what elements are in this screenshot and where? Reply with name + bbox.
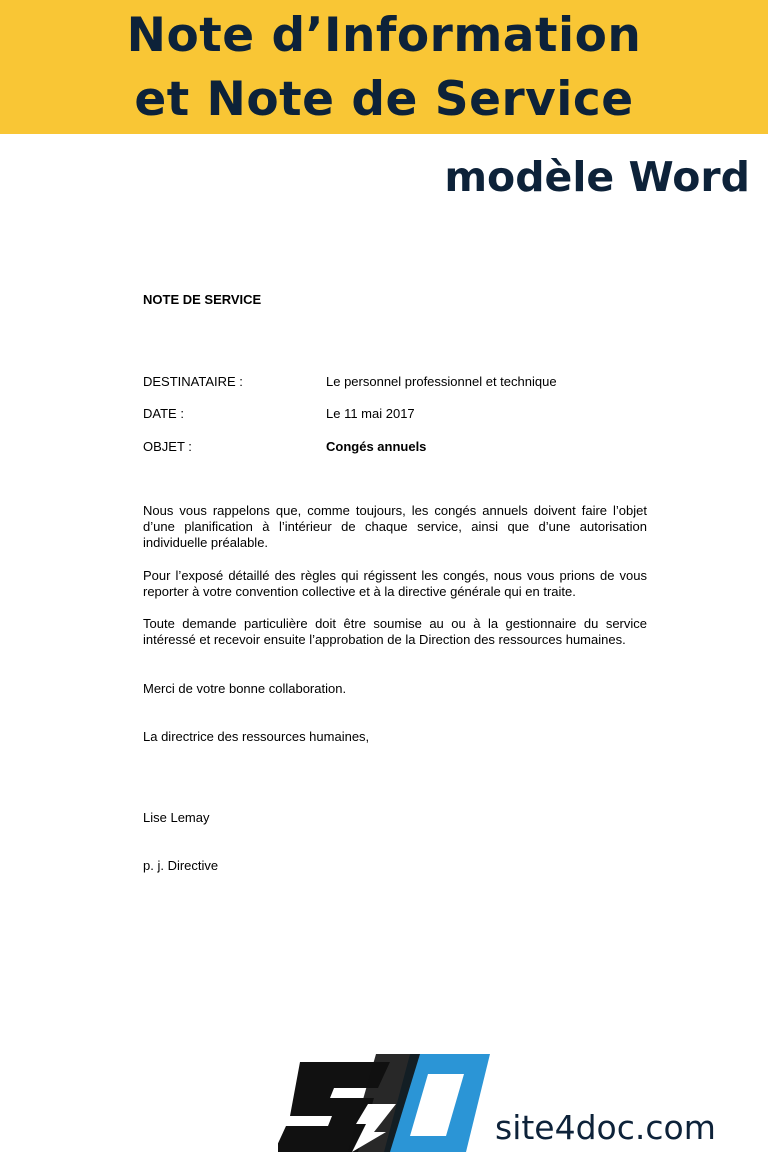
body-paragraph-4: Merci de votre bonne collaboration. bbox=[143, 681, 347, 696]
recipient-value: Le personnel professionnel et technique bbox=[326, 374, 557, 389]
body-paragraph-2: Pour l’exposé détaillé des règles qui régissent les congés, nous vous prions de vous reporter à votre convention collective et à la directive générale qui en traite. bbox=[143, 568, 647, 599]
subject-value: Congés annuels bbox=[326, 439, 427, 454]
s4d-logo bbox=[278, 1052, 498, 1152]
date-value: Le 11 mai 2017 bbox=[326, 406, 415, 421]
banner-title-line-2: et Note de Service bbox=[134, 72, 634, 127]
signatory-name: Lise Lemay bbox=[143, 810, 210, 825]
document-title: NOTE DE SERVICE bbox=[143, 292, 262, 307]
subject-label: OBJET : bbox=[143, 439, 192, 454]
recipient-label: DESTINATAIRE : bbox=[143, 374, 243, 389]
header-banner bbox=[0, 0, 768, 134]
banner-subtitle: modèle Word bbox=[444, 153, 750, 201]
body-paragraph-3: Toute demande particulière doit être soumise au ou à la gestionnaire du service intéressé et recevoir ensuite l’approbation de la Direction des ressources humaines. bbox=[143, 616, 647, 647]
signatory-role: p. j. Directive bbox=[143, 858, 219, 873]
banner-title-line-1: Note d’Information bbox=[126, 8, 642, 63]
closing-line: La directrice des ressources humaines, bbox=[143, 729, 370, 744]
site-url[interactable]: site4doc.com bbox=[495, 1108, 716, 1147]
date-label: DATE : bbox=[143, 406, 184, 421]
body-paragraph-1: Nous vous rappelons que, comme toujours, les congés annuels doivent faire l’objet d’une planification à l’intérieur de chaque service, ainsi que d’une autorisation individuelle préalable. bbox=[143, 503, 647, 550]
